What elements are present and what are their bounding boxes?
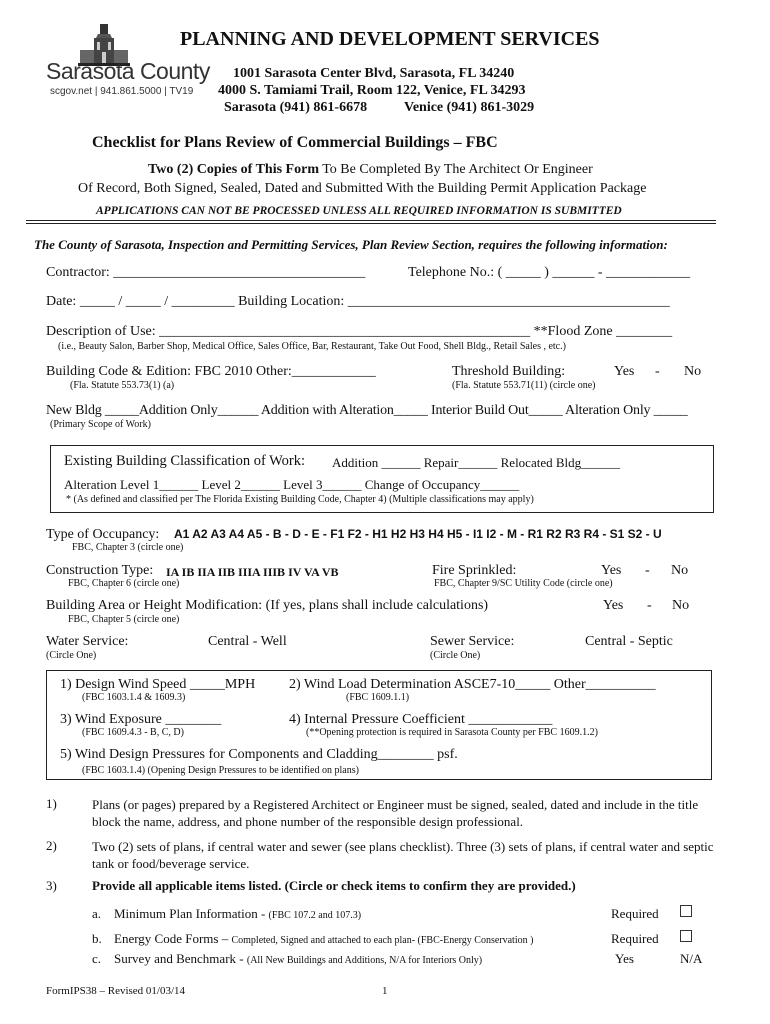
address-line-2: 4000 S. Tamiami Trail, Room 122, Venice, FL 34293 bbox=[218, 83, 526, 98]
subitem-c-ref: (All New Buildings and Additions, N/A for Interiors Only) bbox=[246, 955, 483, 966]
item-1-text: Plans (or pages) prepared by a Registered Architect or Engineer must be signed, sealed, dated and include in the title block the name, address, and phone number of the responsible design professional. bbox=[92, 797, 699, 829]
area-no[interactable]: No bbox=[672, 598, 690, 613]
subitem-b-status: Required bbox=[611, 931, 659, 946]
requirement-text: The County of Sarasota, Inspection and Permitting Services, Plan Review Section, requires the following information: bbox=[34, 237, 668, 252]
subitem-b-checkbox[interactable] bbox=[680, 930, 692, 942]
department-title: PLANNING AND DEVELOPMENT SERVICES bbox=[180, 28, 600, 50]
subitem-c-letter: c. bbox=[92, 951, 102, 966]
sprinkled-label: Fire Sprinkled: bbox=[432, 563, 517, 578]
area-note: FBC, Chapter 5 (circle one) bbox=[68, 614, 180, 625]
water-options[interactable]: Central - Well bbox=[208, 634, 287, 649]
subitem-c-yes[interactable]: Yes bbox=[615, 951, 634, 966]
occupancy-label: Type of Occupancy: bbox=[46, 527, 160, 542]
sewer-label: Sewer Service: bbox=[430, 634, 515, 649]
intro-bold: Two (2) Copies of This Form bbox=[148, 162, 319, 177]
item-3-number: 3) bbox=[46, 878, 57, 893]
subitem-a-ref: (FBC 107.2 and 107.3) bbox=[268, 910, 362, 921]
scope-note: (Primary Scope of Work) bbox=[50, 419, 151, 430]
wind-item-5[interactable]: 5) Wind Design Pressures for Components and Cladding________ psf. bbox=[60, 747, 458, 762]
wind-item-2-note: (FBC 1609.1.1) bbox=[346, 692, 410, 703]
water-label: Water Service: bbox=[46, 634, 129, 649]
warning-text: APPLICATIONS CAN NOT BE PROCESSED UNLESS ALL REQUIRED INFORMATION IS SUBMITTED bbox=[96, 205, 622, 217]
subitem-a-checkbox[interactable] bbox=[680, 905, 692, 917]
wind-item-3-note: (FBC 1609.4.3 - B, C, D) bbox=[82, 727, 184, 738]
subitem-b-letter: b. bbox=[92, 931, 102, 946]
contractor-field[interactable]: Contractor: ____________________________________ bbox=[46, 265, 366, 280]
subitem-a-letter: a. bbox=[92, 906, 102, 921]
sprinkled-dash: - bbox=[645, 563, 650, 578]
form-intro-line2: Of Record, Both Signed, Sealed, Dated and Submitted With the Building Permit Application Package bbox=[78, 181, 647, 196]
construction-types[interactable]: IA IB IIA IIB IIIA IIIB IV VA VB bbox=[166, 565, 339, 579]
item-2-text: Two (2) sets of plans, if central water and sewer (see plans checklist). Three (3) sets of plans, if central water and septic tank or food/beverage service. bbox=[92, 839, 714, 871]
description-field[interactable]: Description of Use: _____________________________________________________ **Flood Zone ________ bbox=[46, 324, 673, 339]
description-note: (i.e., Beauty Salon, Barber Shop, Medical Office, Sales Office, Bar, Restaurant, Take Out Food, Shell Bldg., Retail Sales , etc.) bbox=[58, 341, 566, 352]
subitem-a-label: Minimum Plan Information - bbox=[114, 906, 269, 921]
existing-note: * (As defined and classified per The Florida Existing Building Code, Chapter 4) (Multiple classifications may apply) bbox=[66, 494, 534, 505]
form-revision: FormIPS38 – Revised 01/03/14 bbox=[46, 985, 186, 997]
wind-item-5-note: (FBC 1603.1.4) (Opening Design Pressures to be identified on plans) bbox=[82, 765, 359, 776]
subitem-a-text bbox=[114, 906, 361, 922]
intro-rest: To Be Completed By The Architect Or Engineer bbox=[318, 162, 593, 177]
wind-item-3[interactable]: 3) Wind Exposure ________ bbox=[60, 712, 222, 727]
subitem-c-text bbox=[114, 951, 482, 967]
area-dash: - bbox=[647, 598, 652, 613]
telephone-field[interactable]: Telephone No.: ( _____ ) ______ - ____________ bbox=[408, 265, 691, 280]
sprinkled-yes[interactable]: Yes bbox=[601, 563, 622, 578]
area-yes[interactable]: Yes bbox=[603, 598, 624, 613]
sprinkled-note: FBC, Chapter 9/SC Utility Code (circle one) bbox=[434, 578, 613, 589]
code-edition-field[interactable]: Building Code & Edition: FBC 2010 Other:____________ bbox=[46, 364, 376, 379]
scope-field[interactable]: New Bldg _____Addition Only______ Addition with Alteration_____ Interior Build Out_____ Alteration Only _____ bbox=[46, 403, 688, 418]
item-1-number: 1) bbox=[46, 796, 57, 811]
code-note: (Fla. Statute 553.73(1) (a) bbox=[70, 380, 175, 391]
logo-contact: scgov.net | 941.861.5000 | TV19 bbox=[50, 86, 194, 97]
threshold-no[interactable]: No bbox=[684, 364, 702, 379]
wind-item-4-note: (**Opening protection is required in Sarasota County per FBC 1609.1.2) bbox=[306, 727, 598, 738]
existing-options[interactable]: Addition ______ Repair______ Relocated Bldg______ bbox=[332, 455, 621, 470]
phone-sarasota: Sarasota (941) 861-6678 bbox=[224, 100, 368, 115]
threshold-dash: - bbox=[655, 364, 660, 379]
page-number: 1 bbox=[382, 985, 388, 997]
wind-item-4[interactable]: 4) Internal Pressure Coefficient ____________ bbox=[289, 712, 553, 727]
logo-name: Sarasota County bbox=[46, 58, 210, 84]
subitem-c-na[interactable]: N/A bbox=[680, 951, 703, 966]
form-title: Checklist for Plans Review of Commercial Buildings – FBC bbox=[92, 134, 498, 151]
address-line-1: 1001 Sarasota Center Blvd, Sarasota, FL 34240 bbox=[233, 66, 515, 81]
area-label: Building Area or Height Modification: (If yes, plans shall include calculations) bbox=[46, 598, 489, 613]
occupancy-note: FBC, Chapter 3 (circle one) bbox=[72, 542, 184, 553]
item-3-text: Provide all applicable items listed. (Circle or check items to confirm they are provided.) bbox=[92, 878, 576, 893]
water-note: (Circle One) bbox=[46, 650, 97, 661]
existing-levels[interactable]: Alteration Level 1______ Level 2______ Level 3______ Change of Occupancy______ bbox=[64, 477, 520, 492]
header-divider bbox=[26, 220, 716, 224]
sewer-options[interactable]: Central - Septic bbox=[585, 634, 673, 649]
phone-venice: Venice (941) 861-3029 bbox=[404, 100, 535, 115]
occupancy-codes[interactable]: A1 A2 A3 A4 A5 - B - D - E - F1 F2 - H1 H2 H3 H4 H5 - I1 I2 - M - R1 R2 R3 R4 - S1 S2 - U bbox=[174, 527, 662, 541]
existing-title: Existing Building Classification of Work: bbox=[64, 453, 306, 469]
sewer-note: (Circle One) bbox=[430, 650, 481, 661]
subitem-b-text bbox=[114, 931, 533, 947]
subitem-c-label: Survey and Benchmark - bbox=[114, 951, 247, 966]
sprinkled-no[interactable]: No bbox=[671, 563, 689, 578]
item-2-number: 2) bbox=[46, 838, 57, 853]
wind-item-1-note: (FBC 1603.1.4 & 1609.3) bbox=[82, 692, 186, 703]
subitem-b-label: Energy Code Forms – bbox=[114, 931, 232, 946]
wind-item-2[interactable]: 2) Wind Load Determination ASCE7-10_____ Other__________ bbox=[289, 677, 656, 692]
construction-note: FBC, Chapter 6 (circle one) bbox=[68, 578, 180, 589]
form-intro bbox=[148, 162, 593, 178]
subitem-b-ref: Completed, Signed and attached to each plan- (FBC-Energy Conservation ) bbox=[231, 935, 534, 946]
date-location-field[interactable]: Date: _____ / _____ / _________ Building Location: ______________________________________________ bbox=[46, 294, 670, 309]
subitem-a-status: Required bbox=[611, 906, 659, 921]
threshold-yes[interactable]: Yes bbox=[614, 364, 635, 379]
threshold-label: Threshold Building: bbox=[452, 364, 566, 379]
wind-item-1[interactable]: 1) Design Wind Speed _____MPH bbox=[60, 677, 256, 692]
threshold-note: (Fla. Statute 553.71(11) (circle one) bbox=[452, 380, 596, 391]
construction-label: Construction Type: bbox=[46, 563, 154, 578]
